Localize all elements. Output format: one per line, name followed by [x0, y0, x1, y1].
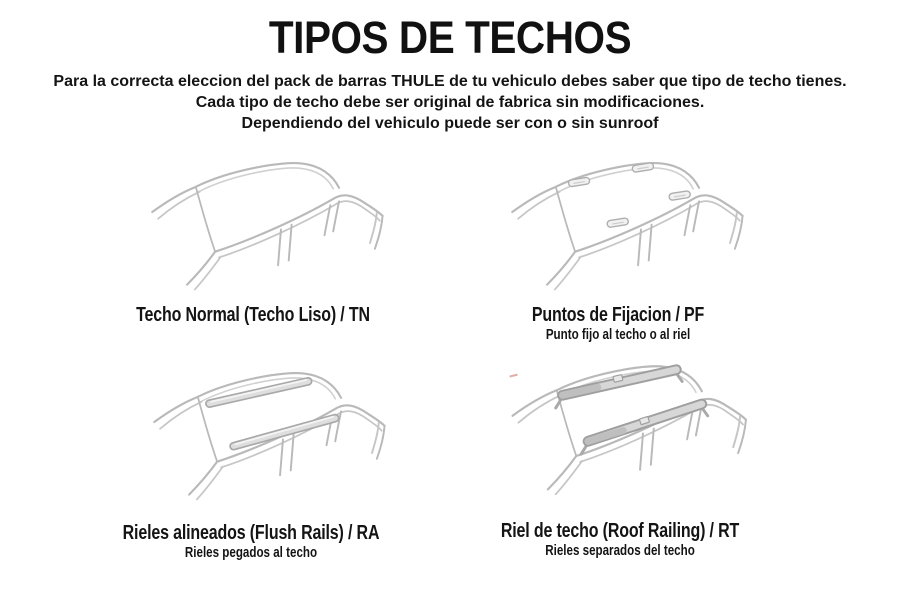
intro-text: [0, 71, 900, 134]
roof-type-label: Techo Normal (Techo Liso) / TN: [136, 304, 370, 326]
roof-type-sublabel: Punto fijo al techo o al riel: [545, 327, 691, 343]
roof-type-label: Rieles alineados (Flush Rails) / RA: [122, 522, 380, 544]
smooth-roof-illustration: [135, 152, 425, 302]
roof-type-card-normal: [83, 152, 423, 326]
flush-rails-roof-illustration: [137, 362, 427, 512]
red-speck: [510, 375, 518, 377]
intro-line: Cada tipo de techo debe ser original de fabrica sin modificaciones.: [195, 94, 705, 112]
roof-type-card-flush-rails: [81, 362, 421, 562]
roof-type-sublabel: Rieles pegados al techo: [184, 545, 318, 561]
fixpoint-roof-illustration: [495, 152, 785, 302]
roof-type-label: Puntos de Fijacion / PF: [531, 304, 705, 326]
roof-type-sublabel: Rieles separados del techo: [545, 543, 695, 559]
page-title: TIPOS DE TECHOS: [268, 12, 632, 63]
intro-line: Para la correcta eleccion del pack de barras THULE de tu vehiculo debes saber que tipo de techo tienes.: [53, 73, 847, 91]
roof-type-label: Riel de techo (Roof Railing) / RT: [500, 520, 740, 542]
roof-railing-illustration: [497, 355, 787, 507]
roof-type-card-fixpoints: [448, 152, 788, 344]
roof-type-card-roof-railing: [450, 355, 790, 560]
intro-line: Dependiendo del vehiculo puede ser con o sin sunroof: [241, 115, 659, 133]
